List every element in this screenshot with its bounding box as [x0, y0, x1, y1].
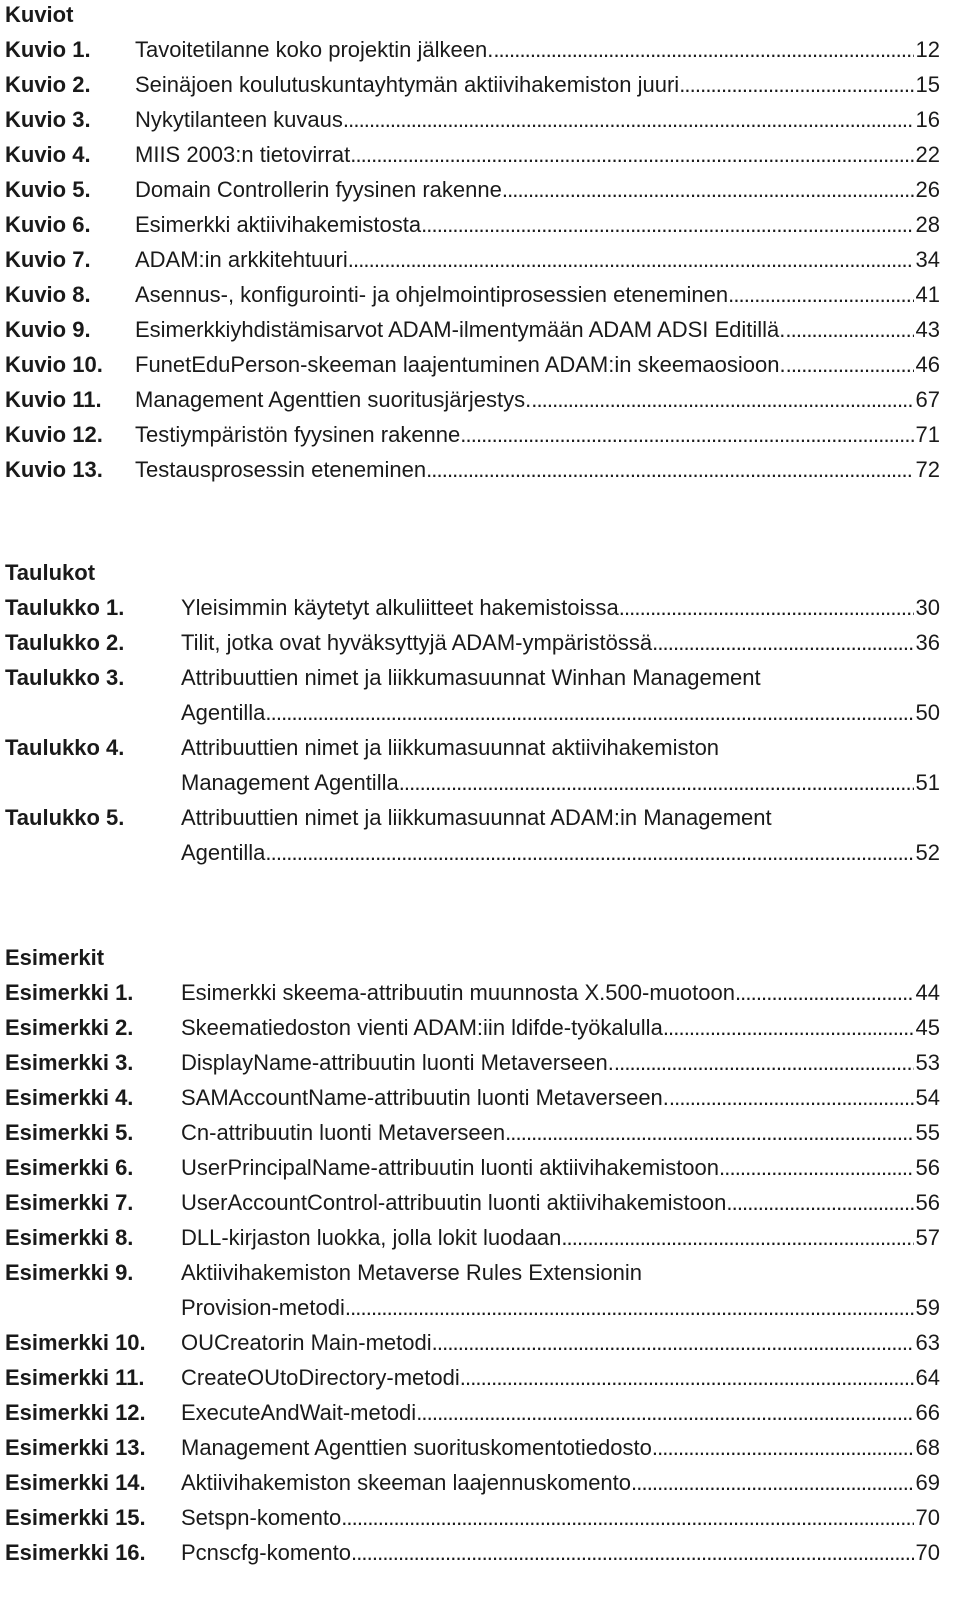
page-number: 71: [915, 422, 940, 447]
dot-leader: [631, 1465, 914, 1500]
dot-leader: [416, 1395, 913, 1430]
page-number: 15: [915, 72, 940, 97]
entry-text-line: [181, 1360, 940, 1395]
entry-label: Esimerkki 11.: [5, 1365, 145, 1390]
dot-leader: [663, 1010, 914, 1045]
entry-label: Kuvio 3.: [5, 107, 91, 132]
entry-title: Tavoitetilanne koko projektin jälkeen.: [135, 37, 494, 62]
dot-leader: [785, 312, 913, 347]
entry-label: Esimerkki 10.: [5, 1330, 146, 1355]
entry-label: Kuvio 13.: [5, 457, 103, 482]
entry-text: [135, 137, 940, 172]
entry-text-line: [181, 590, 940, 625]
page-number: 36: [915, 630, 940, 655]
entry-label: Esimerkki 6.: [5, 1155, 134, 1180]
entry-text: [181, 1325, 940, 1360]
entry-text-line: [181, 625, 940, 660]
dot-leader: [345, 1290, 914, 1325]
entry-text: [181, 1535, 940, 1570]
entry-title: Management Agenttien suoritusjärjestys.: [135, 387, 532, 412]
figure-entry[interactable]: [5, 67, 940, 102]
dot-leader: [561, 1220, 913, 1255]
page-number: 26: [915, 177, 940, 202]
entry-text: [135, 312, 940, 347]
entry-text-line: [181, 1080, 940, 1115]
entry-text: [135, 172, 940, 207]
entry-title: Seinäjoen koulutuskuntayhtymän aktiivihakemiston juuri: [135, 72, 680, 97]
dot-leader: [531, 382, 913, 417]
entry-label: Esimerkki 16.: [5, 1540, 146, 1565]
table-entry[interactable]: [5, 590, 940, 625]
entry-text-line: [135, 102, 940, 137]
entry-text: [135, 32, 940, 67]
entry-label: Esimerkki 9.: [5, 1260, 134, 1285]
page-number: 70: [915, 1540, 940, 1565]
entry-title: ADAM:in arkkitehtuuri: [135, 247, 348, 272]
entry-title: UserPrincipalName-attribuutin luonti aktiivihakemistoon: [181, 1155, 720, 1180]
entry-text: [181, 730, 940, 800]
page-number: 56: [915, 1155, 940, 1180]
entry-title: CreateOUtoDirectory-metodi: [181, 1365, 460, 1390]
entry-label: Esimerkki 12.: [5, 1400, 146, 1425]
entry-label: Kuvio 9.: [5, 317, 91, 342]
page-number: 16: [915, 107, 940, 132]
table-entry[interactable]: [5, 730, 940, 800]
entry-title: FunetEduPerson-skeeman laajentuminen ADAM:in skeemaosioon.: [135, 352, 786, 377]
entry-label: Esimerkki 14.: [5, 1470, 146, 1495]
figure-entry[interactable]: [5, 382, 940, 417]
entry-text: [181, 1045, 940, 1080]
entry-label: Esimerkki 4.: [5, 1085, 134, 1110]
entry-text-line: [135, 277, 940, 312]
dot-leader: [350, 137, 913, 172]
entry-title: Skeematiedoston vienti ADAM:iin ldifde-työkalulla: [181, 1015, 663, 1040]
entry-label: Esimerkki 1.: [5, 980, 134, 1005]
entry-title: Aktiivihakemiston Metaverse Rules Extensionin: [181, 1260, 642, 1285]
dot-leader: [669, 1080, 914, 1115]
entry-text: [135, 452, 940, 487]
entry-text-line: [181, 730, 940, 765]
entry-text-line: [181, 1255, 940, 1290]
page-number: 53: [915, 1050, 940, 1075]
entry-text-line: [181, 1535, 940, 1570]
entry-text: [181, 1500, 940, 1535]
entry-title: DLL-kirjaston luokka, jolla lokit luodaan: [181, 1225, 562, 1250]
page-number: 30: [915, 595, 940, 620]
entry-label: Taulukko 1.: [5, 595, 125, 620]
section-title-figures: Kuviot: [5, 2, 74, 27]
entry-text: [181, 1220, 940, 1255]
entry-text-line: [135, 452, 940, 487]
entry-title: Pcnscfg-komento: [181, 1540, 351, 1565]
figure-entry[interactable]: [5, 312, 940, 347]
entry-text-line: [135, 242, 940, 277]
entry-title: Esimerkki aktiivihakemistosta: [135, 212, 422, 237]
entry-label: Esimerkki 15.: [5, 1505, 146, 1530]
entry-text-line: [181, 1115, 940, 1150]
page-number: 64: [915, 1365, 940, 1390]
example-entry[interactable]: [5, 1150, 940, 1185]
entry-title: SAMAccountName-attribuutin luonti Metaverseen.: [181, 1085, 669, 1110]
entry-label: Kuvio 7.: [5, 247, 91, 272]
entry-text: [135, 67, 940, 102]
dot-leader: [493, 32, 913, 67]
dot-leader: [399, 765, 914, 800]
figure-entry[interactable]: [5, 277, 940, 312]
entry-title: Testiympäristön fyysinen rakenne: [135, 422, 461, 447]
entry-title: Tilit, jotka ovat hyväksyttyjä ADAM-ympäristössä: [181, 630, 653, 655]
entry-text: [181, 590, 940, 625]
example-entry[interactable]: [5, 1115, 940, 1150]
entry-label: Esimerkki 2.: [5, 1015, 134, 1040]
example-entry[interactable]: [5, 1395, 940, 1430]
entry-title: Attribuuttien nimet ja liikkumasuunnat aktiivihakemiston: [181, 735, 720, 760]
entry-text-line: [181, 1430, 940, 1465]
entry-text-line: [135, 67, 940, 102]
page-number: 66: [915, 1400, 940, 1425]
entry-label: Taulukko 5.: [5, 805, 125, 830]
entry-text-line: [181, 1045, 940, 1080]
entry-title: Attribuuttien nimet ja liikkumasuunnat ADAM:in Management: [181, 805, 772, 830]
entry-text: [135, 242, 940, 277]
entry-title: Testausprosessin eteneminen: [135, 457, 427, 482]
entry-title: Setspn-komento: [181, 1505, 342, 1530]
page-number: 70: [915, 1505, 940, 1530]
figure-entry[interactable]: [5, 172, 940, 207]
page-number: 59: [915, 1295, 940, 1320]
example-entry[interactable]: [5, 1010, 940, 1045]
page-number: 51: [915, 770, 940, 795]
entry-label: Taulukko 4.: [5, 735, 125, 760]
dot-leader: [343, 102, 914, 137]
dot-leader: [679, 67, 913, 102]
entry-text: [181, 1360, 940, 1395]
entry-label: Kuvio 12.: [5, 422, 103, 447]
entry-label: Esimerkki 7.: [5, 1190, 134, 1215]
figure-entry[interactable]: [5, 242, 940, 277]
page-number: 44: [915, 980, 940, 1005]
entry-text-line: [181, 765, 940, 800]
tables-list: [5, 555, 940, 870]
entry-label: Esimerkki 13.: [5, 1435, 146, 1460]
entry-text-line: [135, 312, 940, 347]
page-number: 67: [915, 387, 940, 412]
entry-label: Kuvio 2.: [5, 72, 91, 97]
example-entry[interactable]: [5, 1360, 940, 1395]
entry-text: [181, 1255, 940, 1325]
dot-leader: [421, 207, 913, 242]
page-number: 57: [915, 1225, 940, 1250]
table-entry[interactable]: [5, 625, 940, 660]
table-entry[interactable]: [5, 660, 940, 730]
entry-title: Yleisimmin käytetyt alkuliitteet hakemistoissa: [181, 595, 619, 620]
entry-text-line: [135, 172, 940, 207]
entry-title: DisplayName-attribuutin luonti Metaverseen.: [181, 1050, 614, 1075]
entry-title: OUCreatorin Main-metodi: [181, 1330, 432, 1355]
entry-text-line: [135, 137, 940, 172]
dot-leader: [786, 347, 914, 382]
dot-leader: [341, 1500, 913, 1535]
entry-label: Kuvio 11.: [5, 387, 102, 412]
entry-text: [135, 347, 940, 382]
figure-entry[interactable]: [5, 102, 940, 137]
entry-text: [135, 207, 940, 242]
entry-title: Aktiivihakemiston skeeman laajennuskomento: [181, 1470, 632, 1495]
dot-leader: [351, 1535, 914, 1570]
entry-label: Kuvio 5.: [5, 177, 91, 202]
page-number: 68: [915, 1435, 940, 1460]
entry-text-line: [135, 382, 940, 417]
entry-text: [135, 102, 940, 137]
entry-text-line: [181, 1185, 940, 1220]
figures-list: [5, 0, 940, 487]
entry-text: [181, 1080, 940, 1115]
example-entry[interactable]: [5, 1220, 940, 1255]
example-entry[interactable]: [5, 1185, 940, 1220]
figure-entry[interactable]: [5, 417, 940, 452]
entry-text-line: [181, 1290, 940, 1325]
example-entry[interactable]: [5, 1045, 940, 1080]
entry-title: Agentilla: [181, 840, 266, 865]
entry-text-line: [181, 1500, 940, 1535]
entry-title: Management Agentilla: [181, 770, 399, 795]
section-title-examples: Esimerkit: [5, 945, 105, 970]
example-entry[interactable]: [5, 1465, 940, 1500]
dot-leader: [652, 625, 913, 660]
page-number: 28: [915, 212, 940, 237]
entry-title: Management Agenttien suorituskomentotiedosto: [181, 1435, 652, 1460]
page-number: 63: [915, 1330, 940, 1355]
dot-leader: [614, 1045, 914, 1080]
figure-entry[interactable]: [5, 32, 940, 67]
entry-text: [181, 1150, 940, 1185]
page-number: 22: [915, 142, 940, 167]
page-number: 55: [915, 1120, 940, 1145]
entry-label: Kuvio 1.: [5, 37, 91, 62]
entry-text-line: [181, 975, 940, 1010]
entry-label: Taulukko 2.: [5, 630, 125, 655]
table-entry[interactable]: [5, 800, 940, 870]
entry-title: ExecuteAndWait-metodi: [181, 1400, 417, 1425]
entry-text: [181, 1430, 940, 1465]
entry-label: Esimerkki 8.: [5, 1225, 134, 1250]
entry-text-line: [135, 417, 940, 452]
entry-title: Provision-metodi: [181, 1295, 345, 1320]
dot-leader: [426, 452, 913, 487]
page-number: 50: [915, 700, 940, 725]
dot-leader: [619, 590, 914, 625]
entry-label: Esimerkki 5.: [5, 1120, 134, 1145]
entry-text-line: [181, 1150, 940, 1185]
page-number: 43: [915, 317, 940, 342]
entry-text-line: [181, 1325, 940, 1360]
entry-text-line: [181, 835, 940, 870]
entry-title: UserAccountControl-attribuutin luonti aktiivihakemistoon: [181, 1190, 727, 1215]
entry-text: [181, 1115, 940, 1150]
page-number: 41: [915, 282, 940, 307]
section-title-tables: Taulukot: [5, 560, 96, 585]
entry-text-line: [135, 207, 940, 242]
dot-leader: [652, 1430, 914, 1465]
entry-title: Agentilla: [181, 700, 266, 725]
dot-leader: [265, 835, 913, 870]
entry-text-line: [181, 660, 940, 695]
entry-text-line: [181, 800, 940, 835]
entry-title: Asennus-, konfigurointi- ja ohjelmointiprosessien eteneminen: [135, 282, 729, 307]
figure-entry[interactable]: [5, 452, 940, 487]
entry-title: Esimerkki skeema-attribuutin muunnosta X.500-muotoon: [181, 980, 735, 1005]
entry-title: Nykytilanteen kuvaus: [135, 107, 343, 132]
dot-leader: [735, 975, 914, 1010]
entry-text: [181, 1395, 940, 1430]
figure-entry[interactable]: [5, 207, 940, 242]
page-number: 46: [915, 352, 940, 377]
dot-leader: [719, 1150, 914, 1185]
entry-text-line: [135, 347, 940, 382]
example-entry[interactable]: [5, 1500, 940, 1535]
entry-text: [181, 625, 940, 660]
example-entry[interactable]: [5, 1255, 940, 1325]
entry-text-line: [181, 1465, 940, 1500]
entry-text: [181, 800, 940, 870]
entry-title: Esimerkkiyhdistämisarvot ADAM-ilmentymään ADAM ADSI Editillä.: [135, 317, 786, 342]
entry-title: Cn-attribuutin luonti Metaverseen: [181, 1120, 506, 1145]
entry-text: [135, 417, 940, 452]
example-entry[interactable]: [5, 1430, 940, 1465]
example-entry[interactable]: [5, 975, 940, 1010]
dot-leader: [460, 417, 913, 452]
entry-label: Taulukko 3.: [5, 665, 125, 690]
entry-text-line: [181, 1010, 940, 1045]
entry-title: MIIS 2003:n tietovirrat: [135, 142, 351, 167]
example-entry[interactable]: [5, 1080, 940, 1115]
dot-leader: [505, 1115, 913, 1150]
example-entry[interactable]: [5, 1325, 940, 1360]
entry-title: Attribuuttien nimet ja liikkumasuunnat Winhan Management: [181, 665, 761, 690]
entry-text: [181, 660, 940, 730]
dot-leader: [348, 242, 914, 277]
entry-text: [135, 277, 940, 312]
page-number: 54: [915, 1085, 940, 1110]
page-number: 45: [915, 1015, 940, 1040]
dot-leader: [265, 695, 913, 730]
entry-title: Domain Controllerin fyysinen rakenne: [135, 177, 502, 202]
entry-text-line: [181, 1395, 940, 1430]
entry-text-line: [135, 32, 940, 67]
examples-list: [5, 940, 940, 1570]
entry-text: [181, 975, 940, 1010]
entry-text: [181, 1185, 940, 1220]
dot-leader: [432, 1325, 914, 1360]
page-number: 52: [915, 840, 940, 865]
entry-text-line: [181, 695, 940, 730]
page-number: 34: [915, 247, 940, 272]
figure-entry[interactable]: [5, 137, 940, 172]
entry-label: Kuvio 8.: [5, 282, 91, 307]
entry-label: Kuvio 10.: [5, 352, 103, 377]
dot-leader: [502, 172, 914, 207]
page-number: 12: [915, 37, 940, 62]
example-entry[interactable]: [5, 1535, 940, 1570]
dot-leader: [728, 277, 913, 312]
figure-entry[interactable]: [5, 347, 940, 382]
entry-label: Kuvio 4.: [5, 142, 91, 167]
entry-text-line: [181, 1220, 940, 1255]
page-number: 72: [915, 457, 940, 482]
dot-leader: [460, 1360, 914, 1395]
dot-leader: [726, 1185, 913, 1220]
page-number: 56: [915, 1190, 940, 1215]
page-number: 69: [915, 1470, 940, 1495]
entry-text: [181, 1010, 940, 1045]
entry-label: Esimerkki 3.: [5, 1050, 134, 1075]
entry-text: [135, 382, 940, 417]
entry-text: [181, 1465, 940, 1500]
entry-label: Kuvio 6.: [5, 212, 91, 237]
